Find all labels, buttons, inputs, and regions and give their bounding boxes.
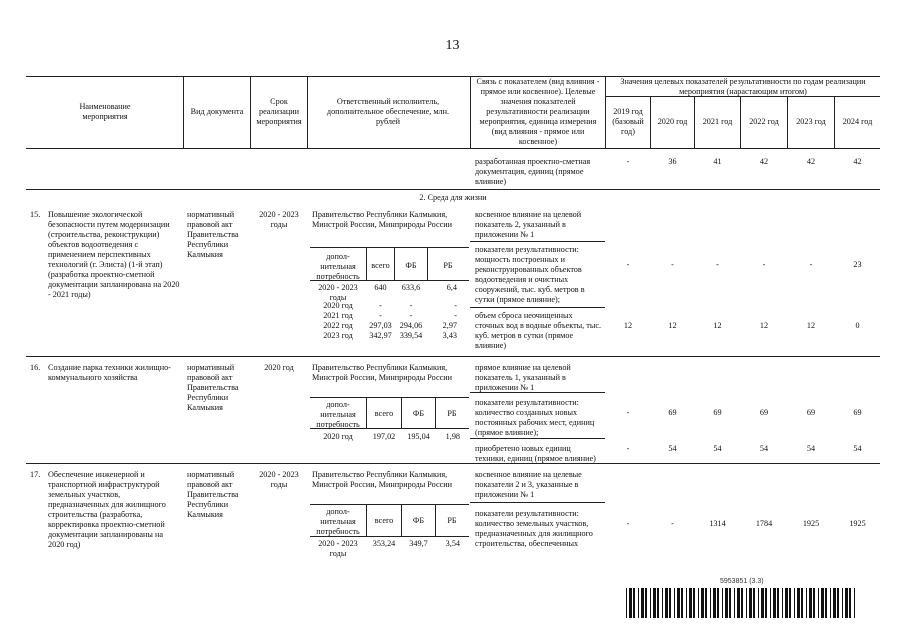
row-17-doc-type: нормативный правовой акт Правительства Республики Калмыкия [187,470,239,519]
row-15-link-2-value: - [809,260,813,269]
barcode-bar [813,588,815,618]
finance-header-need: допол-нительная потребность [316,400,360,429]
header-year-2020: 2020 год [657,117,688,126]
finance-total: - [379,311,382,320]
barcode-label: 5953851 (3.3) [720,578,764,585]
barcode-bar [758,588,759,618]
row-17-executor: Правительство Республики Калмыкия, Минстрой России, Минприроды России [312,470,452,489]
finance-header-fb: ФБ [405,261,417,270]
row-15-term: 2020 - 2023 годы [259,210,299,229]
row-16-number: 16. [30,363,41,372]
row-15-link-3-value: 0 [855,321,860,330]
link-rule [470,392,605,393]
barcode-bar [809,588,812,618]
finance-header-total: всего [374,409,394,418]
row-17-link-2-value: 1784 [755,519,773,528]
row-17-link-2-value: - [626,519,630,528]
row-16-executor: Правительство Республики Калмыкия, Минстрой России, Минприроды России [312,363,452,382]
barcode-bar [837,588,839,618]
link-rule [470,307,605,308]
barcode-bar [638,588,639,618]
carry-row-value: 42 [759,157,769,166]
finance-total: 297,03 [369,321,392,330]
row-16-link-2-value: 69 [668,408,677,417]
barcode-bar [717,588,719,618]
row-15-link-2-value: - [626,260,630,269]
row-rule [26,463,880,464]
row-15-link-3-value: 12 [623,321,633,330]
barcode-bar [713,588,716,618]
barcode-bar [657,588,659,618]
finance-total: 342,97 [369,331,392,340]
barcode-bar [698,588,699,618]
barcode-bar [789,588,791,618]
barcode-bar [785,588,788,618]
row-17-link-2-value: 1925 [849,519,866,528]
row-15-link-2-value: - [762,260,766,269]
finance-header-rb: РБ [443,261,453,270]
barcode-bar [669,588,671,618]
row-16-link-1: прямое влияние на целевой показатель 1, указанный в приложении № 1 [475,363,571,392]
finance-rb: 3,43 [442,331,457,340]
row-17-name: Обеспечение инженерной и транспортной инфраструктурой земельных участков, предназначенных для жилищного строительства (разработка, корректировка проектно-сметной документации запланированы на 2020 год) [48,470,166,549]
row-16-doc-type: нормативный правовой акт Правительства Республики Калмыкия [187,363,239,412]
link-rule [470,438,605,439]
header-year-2022: 2022 год [749,117,779,126]
row-17-link-2-value: 1314 [709,519,726,528]
header-divider [307,76,308,148]
barcode-bar [626,588,627,618]
barcode-bar [854,588,855,618]
header-year-2024: 2024 год [842,117,873,126]
row-15-number: 15. [30,210,41,219]
finance-total: - [379,301,382,310]
row-16-link-2-value: - [626,408,630,417]
barcode-bar [845,588,848,618]
header-year-2019: 2019 год (базовый год) [612,107,644,136]
row-16-link-3: приобретено новых единиц техники, единиц (прямое влияние) [475,444,596,463]
finance-fb: 195,04 [407,432,430,441]
barcode-bar [629,588,632,618]
row-16-term: 2020 год [264,363,294,372]
finance-header-total: всего [374,516,394,525]
barcode-bar [677,588,680,618]
row-15-link-2-value: 23 [853,260,862,269]
row-16-link-2: показатели результативности: количество созданных новых постоянных рабочих мест, единиц (прямое влияние); [475,398,595,437]
header-term-column: Срок реализации мероприятия [256,97,302,126]
finance-fb: 294,06 [399,321,423,330]
finance-header-need: допол-нительная потребность [316,507,360,536]
row-15-executor: Правительство Республики Калмыкия, Минстрой России, Минприроды России [312,210,452,229]
finance-fb: 349,7 [409,539,428,548]
finance-rb: 1,98 [445,432,460,441]
row-rule [26,356,880,357]
finance-fb: 339,54 [399,331,423,340]
finance-fb: - [409,301,413,310]
header-divider [250,76,251,148]
barcode-bar [686,588,687,618]
section-title: 2. Среда для жизни [419,193,487,202]
row-17-link-2-value: - [671,519,674,528]
row-16-link-3-value: 54 [806,444,816,453]
barcode-bar [693,588,695,618]
barcode-bar [674,588,675,618]
row-16-link-2-value: 69 [853,408,862,417]
row-16-link-2-value: 69 [759,408,769,417]
finance-period: 2023 год [323,331,353,340]
row-16-link-2-value: 69 [713,408,722,417]
row-15-name: Повышение экологической безопасности путем модернизации (строительства, реконструкции) объектов водоотведения с применением перспективных технологий (г. Элиста) (1-й этап) (разработка проектно-сметной документации запланирована на 2020 - 2021 годы) [48,210,180,299]
header-doc-column: Вид документа [190,107,244,116]
row-17-number: 17. [30,470,41,479]
row-15-link-3-value: 12 [806,321,816,330]
finance-rb: - [454,301,457,310]
carry-row-rule [26,189,880,190]
header-year-2021: 2021 год [702,117,733,126]
finance-header-fb: ФБ [412,409,425,418]
carry-row-text: разработанная проектно-сметная документация, единиц (прямое влияние) [475,157,591,186]
carry-row-value: 41 [713,157,722,166]
barcode-bar [849,588,851,618]
barcode-bar [773,588,776,618]
finance-header-need: допол-нительная потребность [316,252,360,281]
barcode-bar [662,588,663,618]
barcode-bar [782,588,783,618]
barcode-bar [641,588,644,618]
barcode-bar [818,588,819,618]
barcode-bar [821,588,824,618]
link-rule [470,241,605,242]
barcode-bar [737,588,740,618]
link-rule [470,502,605,503]
finance-header-fb: ФБ [412,516,425,525]
finance-header-total: всего [371,261,390,270]
finance-fb: 633,6 [401,283,421,292]
carry-row-value: 36 [668,157,677,166]
barcode-bar [761,588,764,618]
barcode-bar [689,588,692,618]
finance-fb: - [409,311,413,320]
header-years-group: Значения целевых показателей результативности по годам реализации мероприятия (нарастающим итогом) [620,77,866,96]
row-17-term: 2020 - 2023 годы [259,470,299,489]
row-15-link-3-value: 12 [759,321,769,330]
row-16-link-3-value: 54 [713,444,722,453]
row-15-link-1: косвенное влияние на целевой показатель 2, указанный в приложении № 1 [475,210,582,239]
row-16-link-2-value: 69 [806,408,816,417]
row-15-link-2: показатели результативности: мощность построенных и реконструированных объектов водоотведения и очистных сооружений, тыс. куб. метров в сутки (прямое влияние); [475,245,585,304]
barcode-bar [710,588,711,618]
row-17-link-1: косвенное влияние на целевые показатели 2 и 3, указанные в приложении № 1 [475,470,582,499]
barcode-bar [806,588,807,618]
finance-header-rb: РБ [447,516,457,525]
row-15-link-3-value: 12 [668,321,677,330]
finance-period: 2022 год [323,321,353,330]
row-15-link-2-value: - [716,260,719,269]
finance-rule [310,504,469,505]
header-link-column: Связь с показателем (вид влияния - прямое или косвенное). Целевые значения показателей результативности реализации мероприятия, единица измерения (вид влияния - прямое или косвенное) [476,77,600,146]
barcode-bar [749,588,752,618]
barcode-bar [650,588,651,618]
finance-rb: 3,54 [445,539,460,548]
barcode-bar [729,588,731,618]
barcode-bar [746,588,747,618]
barcode-bar [681,588,683,618]
row-15-link-3-value: 12 [713,321,722,330]
page-number: 13 [445,38,460,53]
finance-period: 2020 - 2023 годы [318,539,358,558]
finance-period: 2020 - 2023 годы [318,283,358,302]
barcode-bar [833,588,836,618]
barcode-bar [797,588,800,618]
finance-rule [310,247,469,248]
finance-header-rb: РБ [447,409,457,418]
row-17-link-2-value: 1925 [802,519,820,528]
finance-rb: 6,4 [446,283,457,292]
carry-row-value: - [626,157,630,166]
finance-period: 2020 год [323,301,353,310]
barcode-bar [633,588,635,618]
row-16-link-3-value: 54 [668,444,677,453]
header-executor-column: Ответственный исполнитель, дополнительное обеспечение, млн. рублей [326,97,450,126]
row-15-link-3: объем сброса неочищенных сточных вод в водные объекты, тыс. куб. метров в сутки (прямое влияние) [475,311,602,350]
row-17-link-2: показатели результативности: количество земельных участков, предназначенных для жилищного строительства, обеспеченных [475,509,593,548]
barcode-bar [770,588,771,618]
barcode-bar [765,588,767,618]
carry-row-value: 42 [806,157,816,166]
finance-rb: 2,97 [442,321,457,330]
header-divider [470,76,471,148]
barcode-bar [830,588,831,618]
carry-row-value: 42 [853,157,862,166]
barcode-bar [722,588,723,618]
barcode-bar [753,588,755,618]
barcode-bar [777,588,779,618]
barcode-bar [653,588,656,618]
row-16-link-3-value: 54 [759,444,769,453]
barcode-bar [801,588,803,618]
finance-period: 2021 год [323,311,353,320]
barcode-bar [734,588,735,618]
finance-period: 2020 год [323,432,353,441]
barcode-bar [794,588,795,618]
finance-rb: - [454,311,457,320]
row-16-link-3-value: 54 [853,444,862,453]
finance-total: 640 [374,283,387,292]
barcode [626,588,858,618]
header-bottom-rule [26,148,880,149]
barcode-bar [701,588,704,618]
row-16-link-3-value: - [626,444,630,453]
finance-total: 197,02 [372,432,396,441]
header-name-column: Наименование мероприятия [79,102,131,121]
barcode-bar [725,588,728,618]
row-16-name: Создание парка техники жилищно-коммунального хозяйства [48,363,171,382]
header-year-2023: 2023 год [796,117,826,126]
barcode-bar [705,588,707,618]
barcode-bar [842,588,843,618]
barcode-bar [741,588,743,618]
row-15-doc-type: нормативный правовой акт Правительства Республики Калмыкия [187,210,239,259]
barcode-bar [825,588,827,618]
row-15-link-2-value: - [671,260,674,269]
barcode-bar [645,588,647,618]
finance-total: 353,24 [372,539,396,548]
finance-rule [310,397,469,398]
barcode-bar [665,588,668,618]
